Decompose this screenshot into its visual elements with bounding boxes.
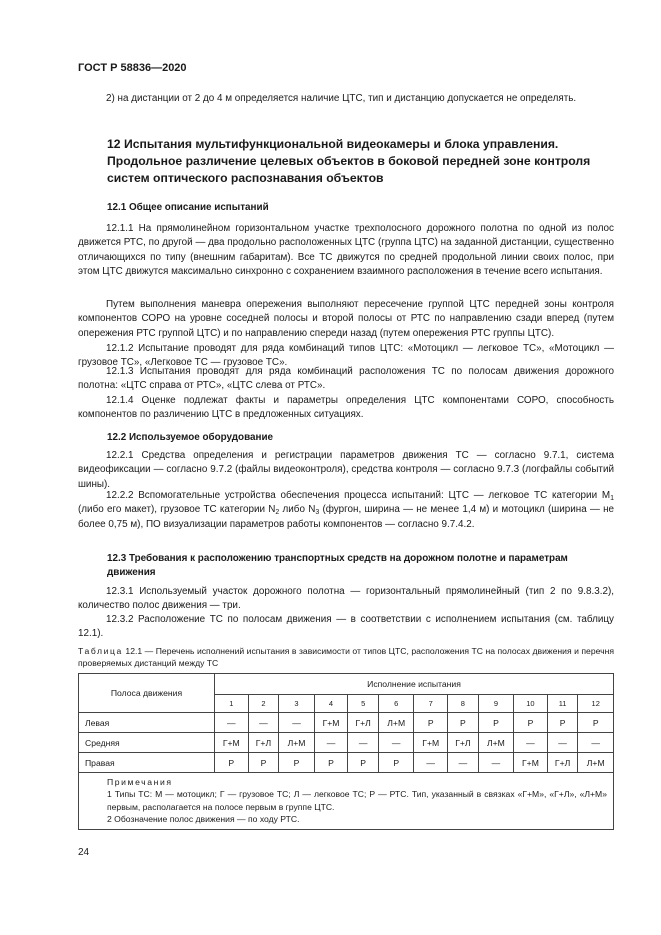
table-cell: — [578,733,614,753]
para-12-1-1-cont: Путем выполнения маневра опережения выполняют пересечение группой ЦТС передней зоны контроля компонентов СОРО на уровне соседней полосы и второй полосы от РТС по направлению сзади вперед (путем опережения РТС группой ЦТС) и по направлению спереди назад (путем опережения РТС группы ЦТС). [78,299,614,339]
table-cell: Р [314,753,348,773]
section-12-title: 12 Испытания мультифункциональной видеокамеры и блока управления. Продольное различение целевых объектов в боковой передней зоне контроля систем оптического распознавания объектов [107,137,591,185]
col-header: 11 [547,695,578,713]
table-cell: Л+М [379,713,414,733]
table-cell: Л+М [279,733,314,753]
col-header: 5 [348,695,379,713]
table-cell: — [279,713,314,733]
table-cell: Л+М [578,753,614,773]
lane-label: Средняя [79,733,215,753]
intro-item: 2) на дистанции от 2 до 4 м определяется наличие ЦТС, тип и дистанцию допускается не определять. [106,93,577,104]
lane-header: Полоса движения [79,674,215,713]
table-cell: — [514,733,548,753]
section-12-2-title: 12.2 Используемое оборудование [107,432,274,443]
table-cell: Г+М [414,733,448,753]
table-cell: Р [348,753,379,773]
col-header: 10 [514,695,548,713]
notes-title: Примечания [107,777,173,787]
table-cell: Р [578,713,614,733]
table-notes [79,773,614,830]
table-cell: Г+М [514,753,548,773]
col-header: 9 [478,695,513,713]
col-header: 3 [279,695,314,713]
para-12-1-4: 12.1.4 Оценке подлежат факты и параметры определения ЦТС компонентами СОРО, способность компонентов по различению ЦТС в предложенных ситуациях. [78,395,614,421]
document-header: ГОСТ Р 58836—2020 [78,62,187,74]
table-cell: — [448,753,479,773]
para-12-2-2: 12.2.2 Вспомогательные устройства обеспечения процесса испытаний: ЦТС — легковое ТС категории $М_1$ (либо его макет), грузовое ТС категории $N_2$ либо $N_3$ (фургон, ширина — не менее 1,4 м) и мотоцикл (ширина — не более 0,75 м), ПО визуализации параметров работы компонентов — согласно 9.7.4.2. [78,490,615,530]
table-cell: Р [547,713,578,733]
table-cell: — [478,753,513,773]
page-number: 24 [78,847,90,858]
table-row [79,713,614,733]
para-12-1-3: 12.1.3 Испытания проводят для ряда комбинаций расположения ТС по полосам движения дорожного полотна: «ЦТС справа от РТС», «ЦТС слева от РТС». [78,366,614,392]
para-12-3-2: 12.3.2 Расположение ТС по полосам движения — в соответствии с исполнением испытания (см. таблицу 12.1). [78,614,614,640]
note-2: 2 Обозначение полос движения — по ходу РТС. [107,813,300,824]
table-row [79,733,614,753]
note-1: 1 Типы ТС: М — мотоцикл; Г — грузовое ТС; Л — легковое ТС; Р — РТС. Тип, указанный в связках «Г+М», «Г+Л», «Л+М» первым, располагается на полосе первым в группе ЦТС. [107,789,607,812]
table-cell: — [379,733,414,753]
table-cell: Л+М [478,733,513,753]
table-12-1 [78,673,614,830]
col-header: 6 [379,695,414,713]
para-12-3-1: 12.3.1 Используемый участок дорожного полотна — горизонтальный прямолинейный (тип 2 по 9.8.3.2), количество полос движения — три. [78,586,614,612]
table-cell: Г+Л [547,753,578,773]
table-cell: Р [514,713,548,733]
para-12-1-1: 12.1.1 На прямолинейном горизонтальном участке трехполосного дорожного полотна по одной из полос движется РТС, по другой — два продольно расположенных ЦТС (группа ЦТС) на заданной дистанции, существенно отличающихся по типу (внешним габаритам). Все ТС движутся по средней продольной линии своих полос, при этом ЦТС движутся максимально синхронно с сохранением взаимного расположения в течение всего испытания. [78,223,614,278]
table-cell: Р [215,753,249,773]
table-cell: Г+Л [448,733,479,753]
table-row [79,753,614,773]
table-cell: — [248,713,279,733]
table-cell: Г+Л [248,733,279,753]
exec-header: Исполнение испытания [215,674,614,695]
table-cell: — [414,753,448,773]
col-header: 4 [314,695,348,713]
table-cell: Р [379,753,414,773]
lane-label: Левая [79,713,215,733]
para-12-2-1: 12.2.1 Средства определения и регистрации параметров движения ТС — согласно 9.7.1, система видеофиксации — согласно 9.7.2 (файлы видеоконтроля), средства контроля — согласно 9.7.3 (логфайлы событий шины). [78,450,614,490]
table-cell: — [547,733,578,753]
table-cell: — [348,733,379,753]
table-cell: Г+М [215,733,249,753]
lane-label: Правая [79,753,215,773]
table-cell: Р [248,753,279,773]
table-cell: Г+М [314,713,348,733]
section-12-1-title: 12.1 Общее описание испытаний [107,202,269,213]
para-12-1-2: 12.1.2 Испытание проводят для ряда комбинаций типов ЦТС: «Мотоцикл — легковое ТС», «Мотоцикл — грузовое ТС», «Легковое ТС — грузовое ТС». [78,343,614,369]
table-caption: Таблица 12.1 — Перечень исполнений испытания в зависимости от типов ЦТС, расположения ТС на полосах движения и перечня проверяемых дистанций между ТС [78,646,614,668]
table-cell: Р [414,713,448,733]
section-12-3-title: 12.3 Требования к расположению транспортных средств на дорожном полотне и параметрам движения [107,553,568,578]
table-cell: Р [478,713,513,733]
table-cell: — [215,713,249,733]
table-cell: — [314,733,348,753]
table-cell: Р [448,713,479,733]
col-header: 12 [578,695,614,713]
col-header: 8 [448,695,479,713]
col-header: 7 [414,695,448,713]
col-header: 1 [215,695,249,713]
table-cell: Р [279,753,314,773]
col-header: 2 [248,695,279,713]
table-cell: Г+Л [348,713,379,733]
